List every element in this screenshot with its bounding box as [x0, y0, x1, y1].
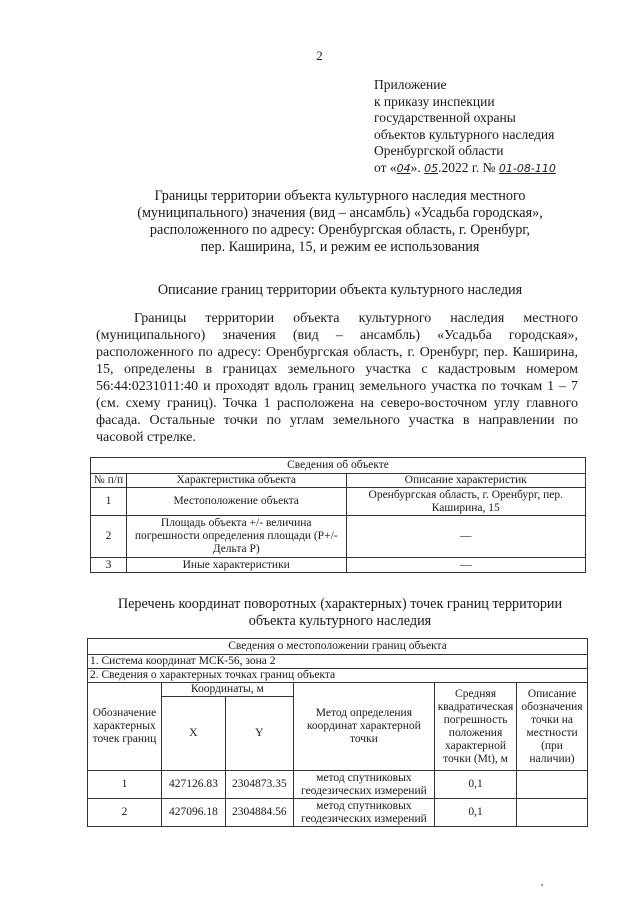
coord-system: 1. Система координат МСК-56, зона 2: [88, 655, 588, 669]
scan-speck: [541, 884, 543, 886]
column-header: Характеристика объекта: [126, 474, 346, 488]
body-paragraph: Границы территории объекта культурного наследия местного (муниципального) значения (вид – ансамбль) «Усадьба городская», расположенного по адресу: Оренбургская область, г. Оренбург, пер. Каширина, 15, определены в границах земельного участка с кадастровым номером 56:44:0231011:40 и проходят вдоль границ земельного участка по точкам 1 – 7 (см. схему границ). Точка 1 расположена на северо-восточном углу главного фасада. Остальные точки по углам земельного участка в направлении по часовой стрелке.: [96, 311, 578, 445]
appendix-line: государственной охраны: [374, 110, 516, 125]
appendix-line: Приложение: [374, 77, 447, 92]
column-header: Y: [225, 697, 293, 771]
table-row: 1 Местоположение объекта Оренбургская область, г. Оренбург, пер. Каширина, 15: [91, 488, 586, 516]
appendix-line: к приказу инспекции: [374, 93, 495, 109]
column-header: Метод определения координат характерной точки: [293, 683, 434, 771]
object-info-table: [90, 457, 586, 573]
table-row: 2 427096.18 2304884.56 метод спутниковых геодезических измерений 0,1: [88, 799, 588, 827]
table-row: 2 Площадь объекта +/- величина погрешности определения площади (Р+/- Дельта Р) —: [91, 516, 586, 558]
order-number: 01-08-110: [498, 161, 556, 175]
column-header: № п/п: [91, 474, 127, 488]
order-month: 05: [424, 161, 439, 175]
column-header: Описание характеристик: [346, 474, 586, 488]
points-info: 2. Сведения о характерных точках границ объекта: [88, 669, 588, 683]
appendix-block: [374, 77, 556, 177]
section-subtitle: Описание границ территории объекта культурного наследия: [157, 282, 523, 298]
column-header: Средняя квадратическая погрешность положения характерной точки (Mt), м: [435, 683, 517, 771]
column-header: Обозначение характерных точек границ: [88, 683, 162, 771]
appendix-line: объектов культурного наследия: [374, 126, 555, 142]
page-number: 2: [316, 48, 323, 63]
table-row: 1 427126.83 2304873.35 метод спутниковых геодезических измерений 0,1: [88, 771, 588, 799]
coords-list-title: Перечень координат поворотных (характерных) точек границ территории объекта культурного наследия: [117, 596, 563, 629]
column-header: X: [161, 697, 225, 771]
order-day: 04: [396, 161, 411, 175]
table-header: Сведения о местоположении границ объекта: [88, 639, 588, 655]
table-header: Сведения об объекте: [91, 458, 586, 474]
coordinates-table: [87, 638, 588, 827]
table-row: 3 Иные характеристики —: [91, 558, 586, 573]
document-title: Границы территории объекта культурного наследия местного (муниципального) значения (вид – ансамбль) «Усадьба городская», расположенного по адресу: Оренбургская область, г. Оренбург, пер. Каширина, 15, и режим ее использования: [137, 188, 543, 255]
column-header: Описание обозначения точки на местности (при наличии): [517, 683, 588, 771]
appendix-line: Оренбургской области: [374, 143, 504, 158]
order-date-line: от «04». 05.2022 г. № 01-08-110: [374, 159, 556, 175]
column-header: Координаты, м: [161, 683, 293, 697]
